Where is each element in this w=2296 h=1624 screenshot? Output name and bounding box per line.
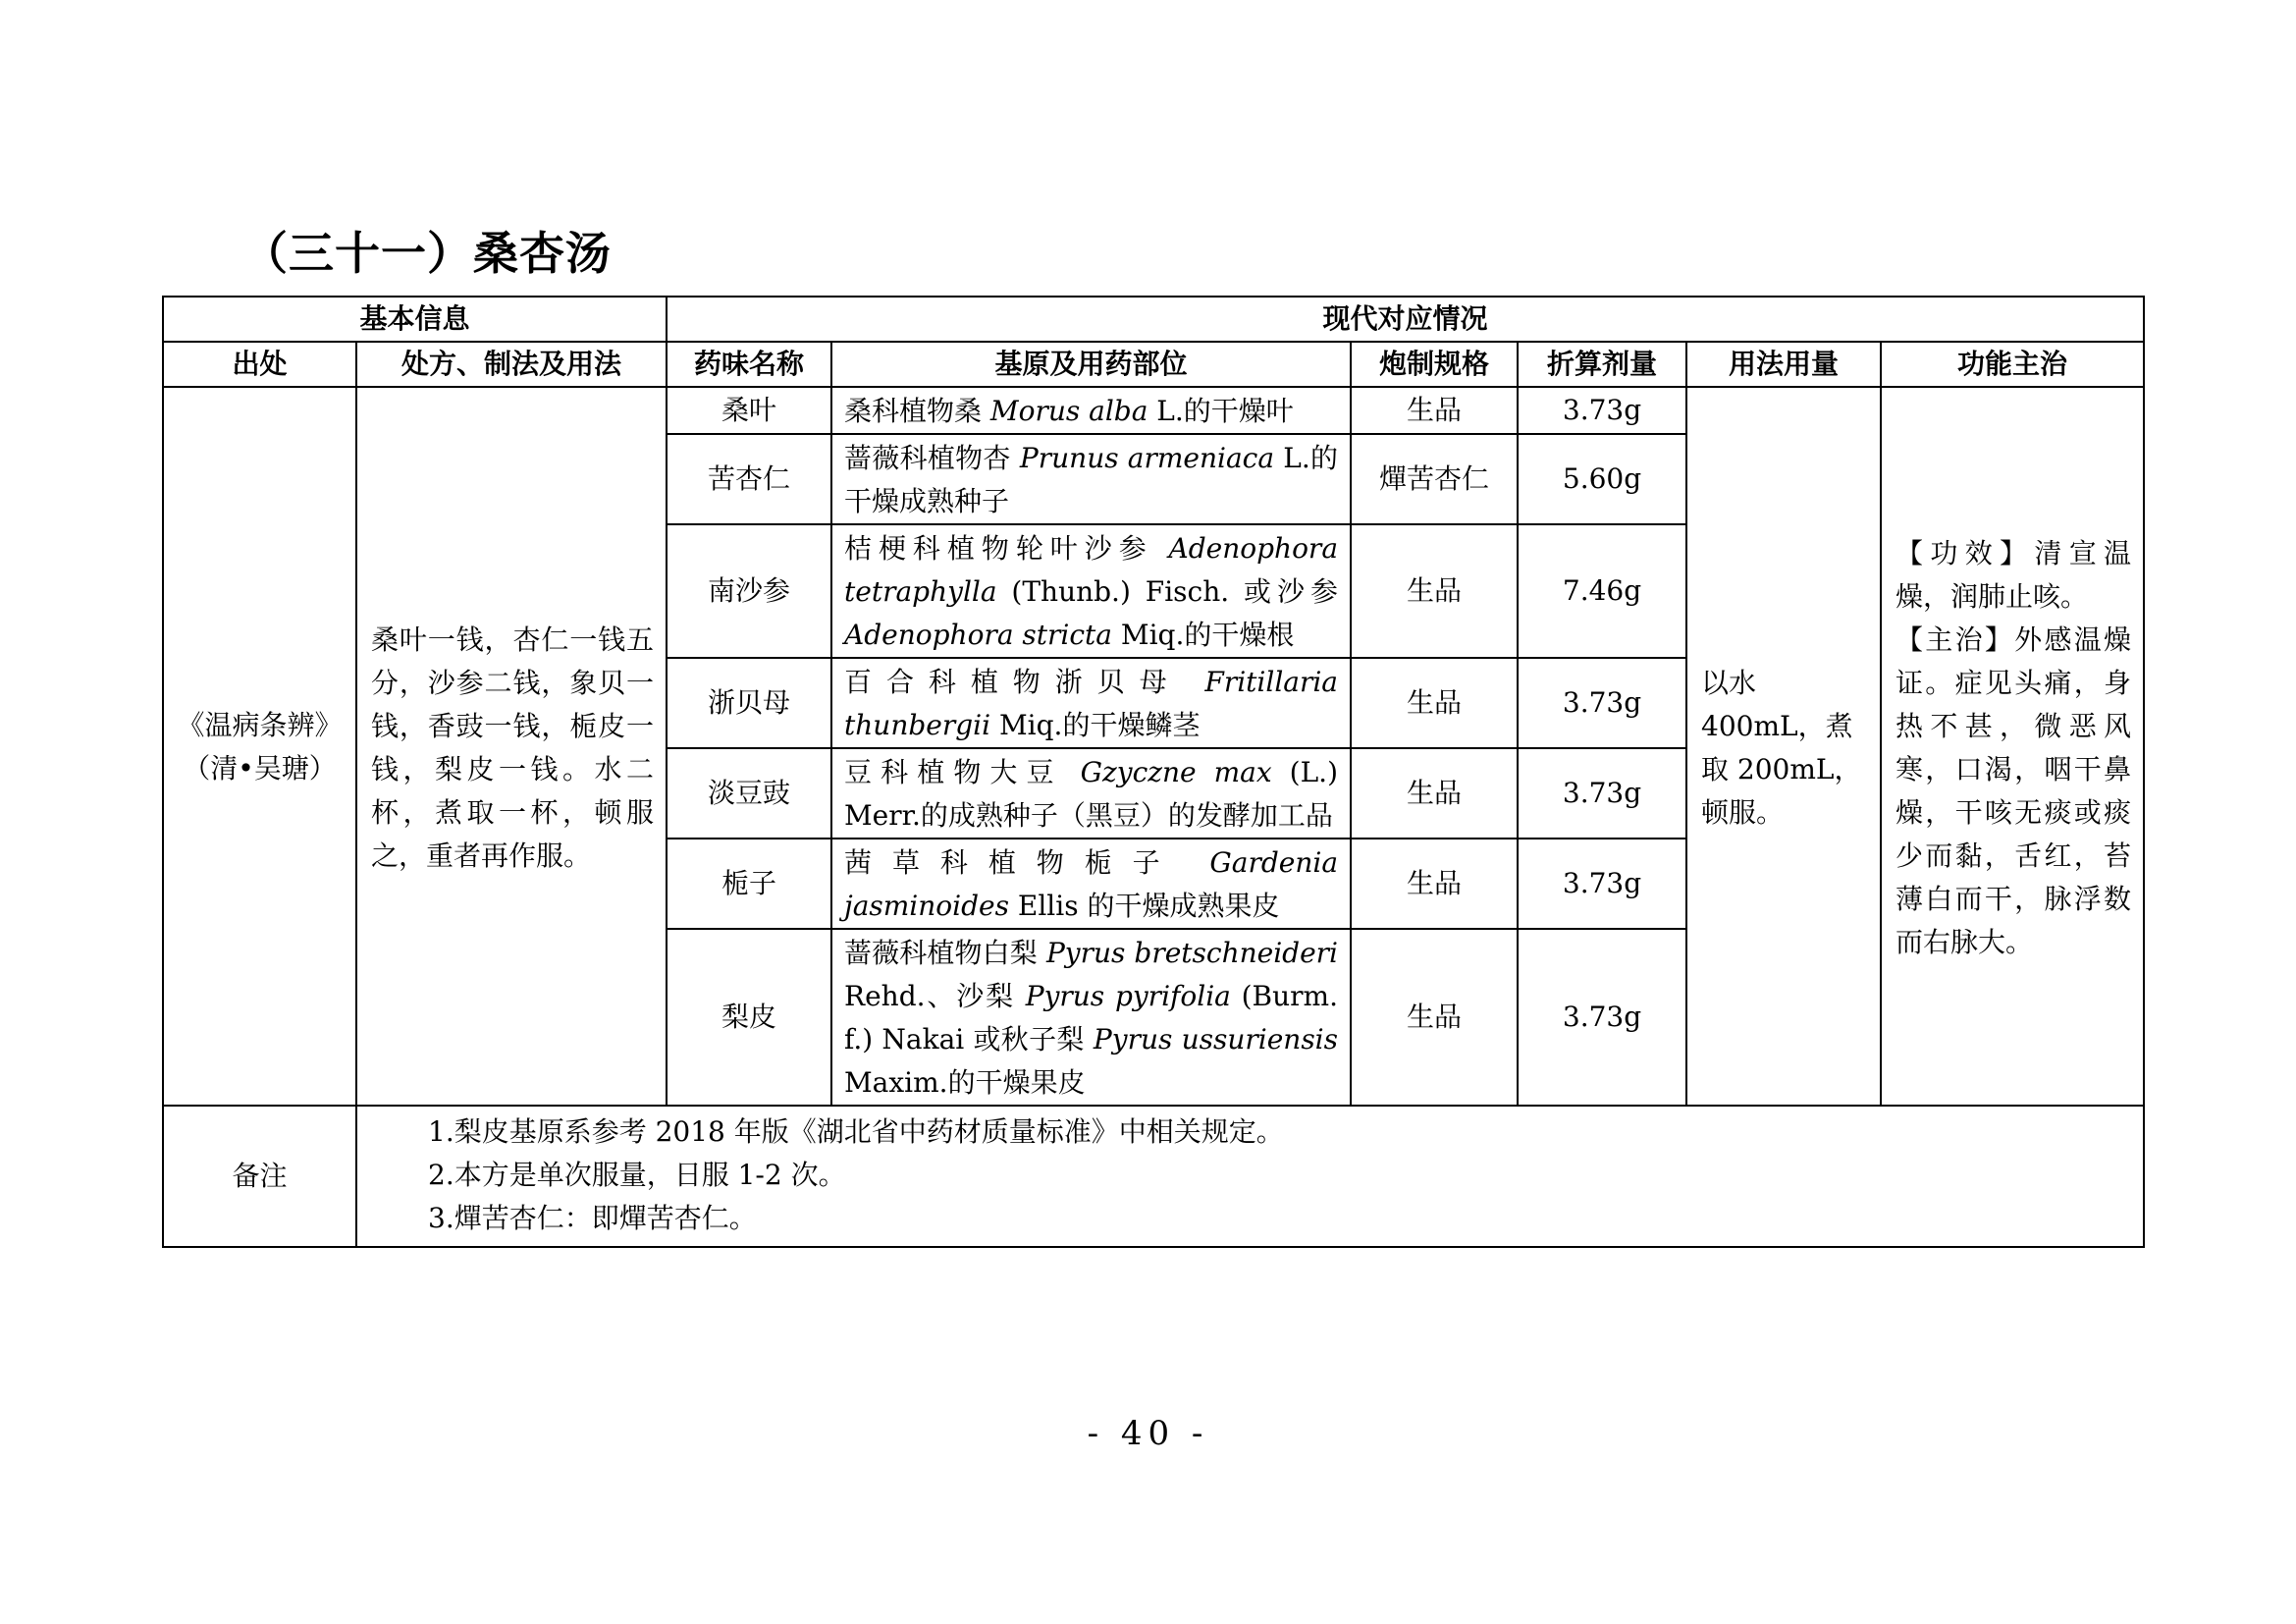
herb-origin-text xyxy=(832,525,1350,657)
herb-dose: 3.73g xyxy=(1518,929,1686,1106)
herb-origin-text xyxy=(832,659,1350,747)
header-modern-info: 现代对应情况 xyxy=(667,297,2144,342)
usage-cell xyxy=(1686,387,1881,1106)
herb-name: 桑叶 xyxy=(667,387,831,434)
origin-fragment: 百合科植物浙贝母 xyxy=(844,666,1205,698)
latin-name: Pyrus pyrifolia xyxy=(1025,980,1231,1012)
header-basic-info: 基本信息 xyxy=(163,297,667,342)
origin-fragment: 蔷薇科植物白梨 xyxy=(844,937,1046,969)
herb-name: 梨皮 xyxy=(667,929,831,1106)
header-col-origin: 基原及用药部位 xyxy=(831,342,1351,387)
herb-spec: 燀苦杏仁 xyxy=(1351,434,1518,524)
usage-text: 以水 400mL，煮取 200mL，顿服。 xyxy=(1701,667,1862,829)
herb-name: 栀子 xyxy=(667,839,831,929)
origin-fragment: Miq.的干燥根 xyxy=(1112,619,1295,651)
herb-spec: 生品 xyxy=(1351,929,1518,1106)
herb-origin xyxy=(831,929,1351,1106)
herb-origin-text xyxy=(832,749,1350,838)
header-col-prescription: 处方、制法及用法 xyxy=(356,342,667,387)
header-col-herb-name: 药味名称 xyxy=(667,342,831,387)
latin-name: Prunus armeniaca xyxy=(1019,442,1275,474)
remark-item: 1.梨皮基原系参考 2018 年版《湖北省中药材质量标准》中相关规定。 xyxy=(428,1115,1284,1148)
herb-name: 淡豆豉 xyxy=(667,748,831,839)
herb-name: 南沙参 xyxy=(667,524,831,658)
function-efficacy: 【功效】清宣温燥，润肺止咳。 xyxy=(1896,537,2132,613)
page-number: - 40 - xyxy=(1087,1414,1209,1453)
herb-origin-text xyxy=(832,930,1350,1105)
origin-fragment: Miq.的干燥鳞茎 xyxy=(990,709,1201,741)
origin-fragment: Rehd.、沙梨 xyxy=(844,980,1026,1012)
herb-dose: 3.73g xyxy=(1518,387,1686,434)
herb-origin-text xyxy=(832,839,1350,928)
herb-origin xyxy=(831,524,1351,658)
latin-name: Fritillaria thunbergii xyxy=(844,666,1339,741)
origin-fragment: 蔷薇科植物杏 xyxy=(844,442,1020,474)
herb-dose: 7.46g xyxy=(1518,524,1686,658)
latin-name: Pyrus bretschneideri xyxy=(1045,937,1339,969)
origin-fragment: Maxim.的干燥果皮 xyxy=(844,1066,1086,1099)
herb-dose: 3.73g xyxy=(1518,839,1686,929)
remark-item: 3.燀苦杏仁：即燀苦杏仁。 xyxy=(428,1202,757,1234)
herb-dose: 5.60g xyxy=(1518,434,1686,524)
herb-origin xyxy=(831,387,1351,434)
origin-fragment: 桑科植物桑 xyxy=(844,395,990,427)
latin-name: Adenophora stricta xyxy=(844,619,1113,651)
herb-origin-text xyxy=(832,435,1350,523)
origin-fragment: L.的干燥成熟种子 xyxy=(844,442,1339,517)
remarks-cell xyxy=(356,1106,2144,1247)
herb-dose: 3.73g xyxy=(1518,748,1686,839)
remark-item: 2.本方是单次服量，日服 1-2 次。 xyxy=(428,1159,846,1191)
source-author: （清•吴瑭） xyxy=(183,752,337,785)
herb-name: 浙贝母 xyxy=(667,658,831,748)
function-cell xyxy=(1881,387,2144,1106)
latin-name: Adenophora tetraphylla xyxy=(844,532,1339,608)
prescription-cell xyxy=(356,387,667,1106)
header-col-dose: 折算剂量 xyxy=(1518,342,1686,387)
herb-spec: 生品 xyxy=(1351,658,1518,748)
source-cell xyxy=(163,387,356,1106)
herb-name: 苦杏仁 xyxy=(667,434,831,524)
header-col-processing: 炮制规格 xyxy=(1351,342,1518,387)
herb-origin-text xyxy=(832,388,1350,433)
document-title: （三十一）桑杏汤 xyxy=(242,227,612,280)
origin-fragment: 茜草科植物栀子 xyxy=(844,846,1210,879)
origin-fragment: (Thunb.) Fisch. 或沙参 xyxy=(996,575,1339,608)
prescription-text: 桑叶一钱，杏仁一钱五分，沙参二钱，象贝一钱，香豉一钱，栀皮一钱，梨皮一钱。水二杯，煮取一杯，顿服之，重者再作服。 xyxy=(371,623,655,872)
header-col-usage: 用法用量 xyxy=(1686,342,1881,387)
origin-fragment: (Burm. f.) Nakai 或秋子梨 xyxy=(844,980,1338,1056)
herb-spec: 生品 xyxy=(1351,748,1518,839)
origin-fragment: 桔梗科植物轮叶沙参 xyxy=(844,532,1169,565)
header-col-function: 功能主治 xyxy=(1881,342,2144,387)
herb-origin xyxy=(831,748,1351,839)
latin-name: Gardenia jasminoides xyxy=(844,846,1339,922)
source-book: 《温病条辨》 xyxy=(177,709,343,741)
function-indication: 【主治】外感温燥证。症见头痛，身热不甚，微恶风寒，口渴，咽干鼻燥，干咳无痰或痰少而黏，舌红，苔薄白而干，脉浮数而右脉大。 xyxy=(1896,623,2132,958)
origin-fragment: L.的干燥叶 xyxy=(1148,395,1294,427)
herb-spec: 生品 xyxy=(1351,387,1518,434)
herb-spec: 生品 xyxy=(1351,839,1518,929)
herb-spec: 生品 xyxy=(1351,524,1518,658)
herb-dose: 3.73g xyxy=(1518,658,1686,748)
herb-origin xyxy=(831,839,1351,929)
origin-fragment: Ellis 的干燥成熟果皮 xyxy=(1008,890,1280,922)
origin-fragment: 豆科植物大豆 xyxy=(844,756,1081,788)
remarks-label: 备注 xyxy=(163,1106,356,1247)
header-col-source: 出处 xyxy=(163,342,356,387)
latin-name: Morus alba xyxy=(989,395,1148,427)
origin-fragment: (L.) Merr.的成熟种子（黑豆）的发酵加工品 xyxy=(844,756,1339,832)
formula-table xyxy=(162,296,2145,1248)
latin-name: Pyrus ussuriensis xyxy=(1093,1023,1339,1056)
latin-name: Gzyczne max xyxy=(1080,756,1272,788)
herb-origin xyxy=(831,658,1351,748)
herb-origin xyxy=(831,434,1351,524)
